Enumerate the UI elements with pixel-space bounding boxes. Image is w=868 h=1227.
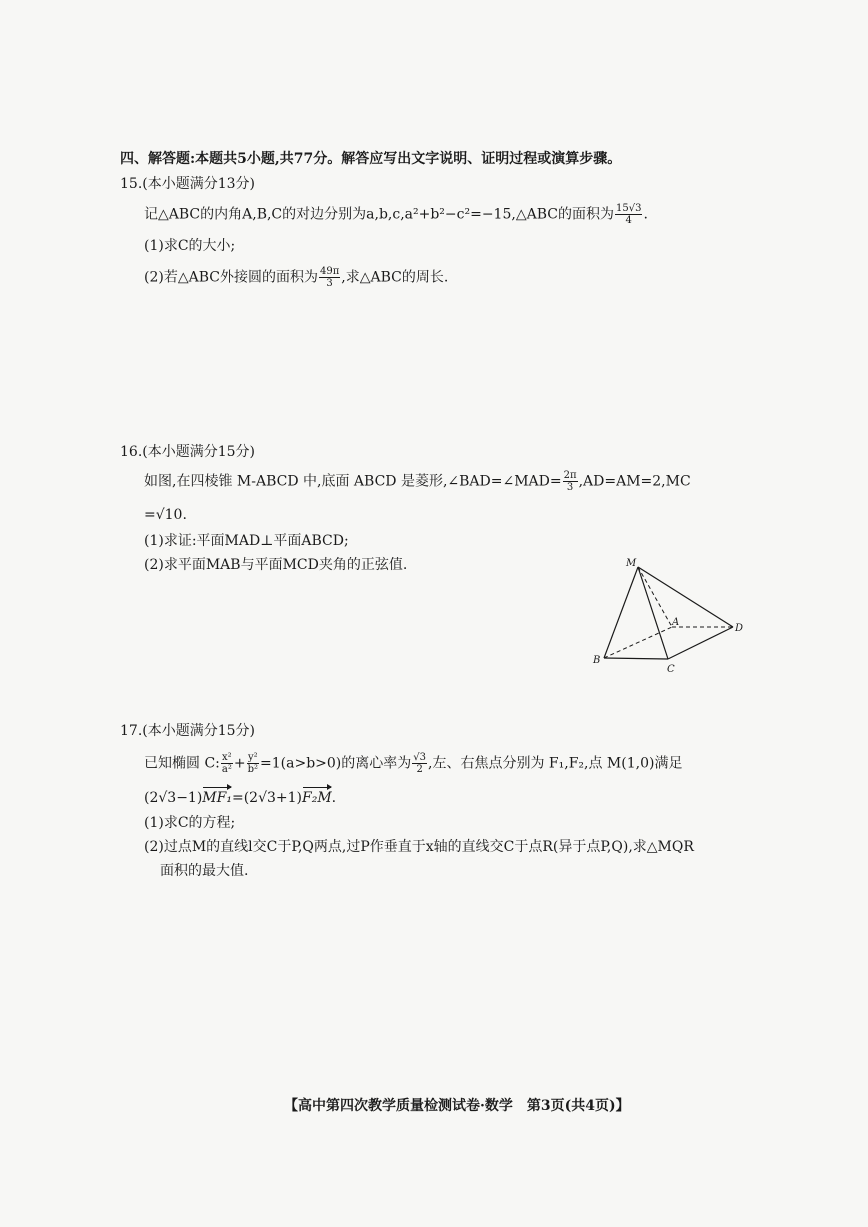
part-2-continuation: 面积的最大值.: [160, 863, 249, 879]
stem-text: ,左、右焦点分别为 F₁,F₂,点 M(1,0)满足: [428, 755, 683, 772]
stem-text: .: [643, 206, 648, 223]
question-stem: [144, 203, 648, 226]
label-d: D: [735, 623, 744, 634]
part-2: (2)求平面MAB与平面MCD夹角的正弦值.: [144, 557, 408, 573]
question-number: 17.(本小题满分15分): [120, 723, 256, 739]
angle-fraction: [563, 470, 578, 493]
vector-mf1: MF₁: [202, 790, 232, 806]
label-b: B: [593, 655, 601, 666]
stem-text: 已知椭圆 C:: [144, 755, 220, 772]
question-number: 16.(本小题满分15分): [120, 444, 256, 460]
stem-text: =1(a>b>0)的离心率为: [260, 755, 412, 772]
question-stem: [144, 470, 691, 493]
part-text: ,求△ABC的周长.: [341, 269, 449, 286]
vector-condition: [144, 789, 336, 807]
part-2: (2)过点M的直线l交C于P,Q两点,过P作垂直于x轴的直线交C于点R(异于点P,Q),求△MQR: [144, 839, 694, 855]
fraction-numerator: 2π: [563, 470, 577, 481]
area-fraction: [615, 203, 642, 226]
part-1: (1)求证:平面MAD⊥平面ABCD;: [144, 533, 349, 549]
label-c: C: [667, 664, 675, 675]
edge-cd: [668, 627, 733, 659]
part-text: (2)若△ABC外接圆的面积为: [144, 269, 318, 286]
coefficient-right: =(2√3+1): [231, 790, 302, 806]
page-footer: 【高中第四次教学质量检测试卷·数学 第3页(共4页)】: [284, 1098, 630, 1114]
edge-bc: [604, 658, 668, 659]
circle-area-fraction: [319, 266, 340, 289]
stem-text: 记△ABC的内角A,B,C的对边分别为a,b,c,a²+b²−c²=−15,△ABC的面积为: [144, 206, 614, 223]
fraction-numerator: 49π: [319, 266, 340, 277]
fraction-numerator: 15√3: [615, 203, 642, 214]
fraction-denominator: 4: [625, 215, 632, 226]
question-stem: [144, 752, 682, 775]
section-header: 四、解答题:本题共5小题,共77分。解答应写出文字说明、证明过程或演算步骤。: [120, 151, 622, 167]
stem-text: 如图,在四棱锥 M-ABCD 中,底面 ABCD 是菱形,∠BAD=∠MAD=: [144, 473, 562, 490]
part-1: (1)求C的方程;: [144, 815, 236, 831]
eccentricity-fraction: [412, 752, 427, 775]
fraction-denominator: b²: [247, 764, 259, 775]
fraction-denominator: 3: [326, 278, 333, 289]
vector-f2m: F₂M: [302, 790, 332, 806]
x-term-fraction: [221, 752, 233, 775]
fraction-denominator: a²: [221, 764, 232, 775]
plus-sign: +: [233, 755, 246, 772]
pyramid-figure: [590, 555, 760, 680]
fraction-numerator: x²: [222, 752, 232, 763]
question-number: 15.(本小题满分13分): [120, 176, 256, 192]
coefficient-left: (2√3−1): [144, 790, 203, 806]
label-m: M: [626, 558, 637, 569]
edge-md: [638, 567, 733, 627]
part-1: (1)求C的大小;: [144, 238, 236, 254]
fraction-denominator: 2: [416, 764, 423, 775]
stem-text: ,AD=AM=2,MC: [578, 473, 691, 490]
part-2: [144, 266, 448, 289]
period: .: [331, 790, 337, 806]
fraction-numerator: y²: [247, 752, 258, 763]
label-a: A: [672, 617, 680, 628]
y-term-fraction: [247, 752, 259, 775]
stem-continuation: =√10.: [144, 507, 187, 523]
fraction-denominator: 3: [566, 482, 574, 493]
fraction-numerator: √3: [413, 752, 427, 763]
